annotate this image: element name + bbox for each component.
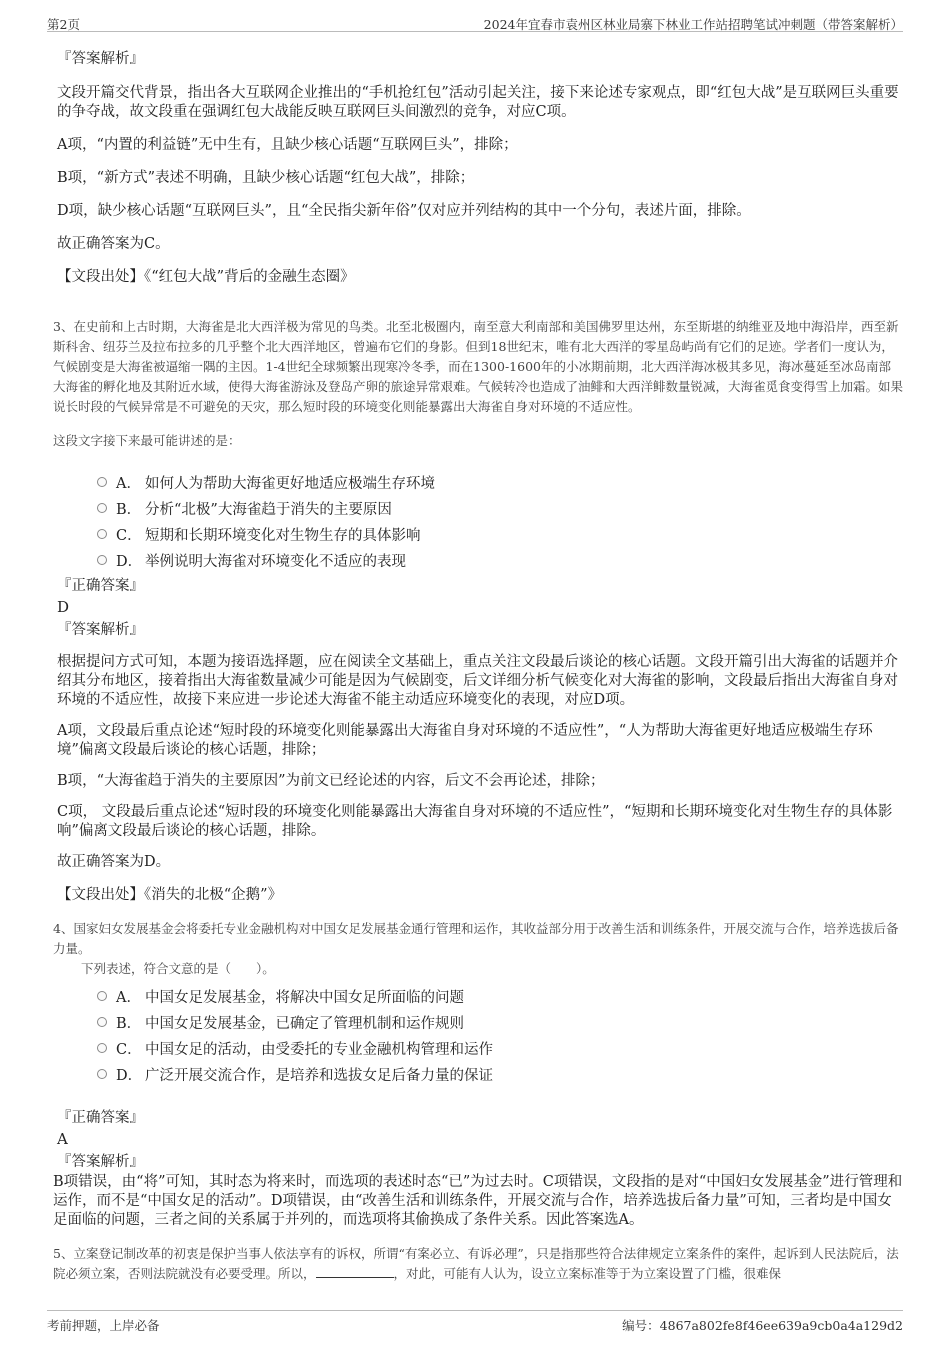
q3-analysis-p4: C项， 文段最后重点论述“短时段的环境变化则能暴露出大海雀自身对环境的不适应性”，“短期和长期环境变化对生物生存的具体影响”偏离文段最后谈论的核心话题，排除。 [57, 804, 893, 839]
option-text: 广泛开展交流合作，是培养和选拔女足后备力量的保证 [145, 1067, 493, 1084]
q2-analysis-label: 『答案解析』 [57, 51, 144, 67]
q4-option-b[interactable] [97, 1009, 903, 1035]
radio-icon[interactable] [97, 477, 107, 487]
option-letter: D． [116, 553, 143, 570]
q4-option-c[interactable] [97, 1035, 903, 1061]
q3-options [97, 469, 903, 573]
q3-text: 3、在史前和上古时期，大海雀是北大西洋极为常见的鸟类。北至北极圈内，南至意大利南部和美国佛罗里达州，东至斯堪的纳维亚及地中海沿岸，西至新斯科舍、纽芬兰及拉布拉多的几乎整个北大西洋地区，曾遍布它们的身影。但到18世纪末，唯有北大西洋的零星岛屿尚有它们的足迹。学者们一度认为，气候剧变是大海雀被逼缩一隅的主因。1-4世纪全球频繁出现寒冷冬季，而在1300-1600年的小冰期前期，北大西洋海冰极其多见，海冰蔓延至冰岛南部大海雀的孵化地及其附近水域，使得大海雀游泳及登岛产卵的旅途异常艰难。气候转冷也造成了油鲱和大西洋鲱数量锐减，大海雀觅食变得雪上加霜。如果说长时段的气候异常是不可避免的天灾，那么短时段的环境变化则能暴露出大海雀自身对环境的不适应性。 [53, 319, 904, 414]
radio-icon[interactable] [97, 1043, 107, 1053]
page-header [47, 12, 903, 32]
footer-serial: 编号：4867a802fe8f46ee639a9cb0a4a129d2 [622, 1318, 903, 1333]
option-letter: A． [116, 475, 141, 492]
q5-text-before: 5、立案登记制改革的初衷是保护当事人依法享有的诉权，所谓“有案必立、有诉必理”，只是指那些符合法律规定立案条件的案件，起诉到人民法院后，法院必须立案，否则法院就没有必要受理。所以， [53, 1246, 899, 1281]
radio-icon[interactable] [97, 555, 107, 565]
q2-analysis-p3: B项，“新方式”表述不明确，且缺少核心话题“红包大战”，排除； [57, 170, 475, 186]
q3-analysis-p2: A项，文段最后重点论述“短时段的环境变化则能暴露出大海雀自身对环境的不适应性”，“人为帮助大海雀更好地适应极端生存环境”偏离文段最后谈论的核心话题，排除； [57, 723, 873, 758]
q5-text-after: ，对此，可能有人认为，设立立案标准等于为立案设置了门槛，很难保 [393, 1266, 782, 1281]
page-footer [47, 1310, 903, 1332]
footer-slogan: 考前押题，上岸必备 [47, 1318, 160, 1333]
q3-option-b[interactable] [97, 495, 903, 521]
q3-prompt: 这段文字接下来最可能讲述的是： [53, 433, 241, 448]
q4-option-a[interactable] [97, 983, 903, 1009]
q4-analysis-p1: B项错误，由“将”可知，其时态为将来时，而选项的表述时态“已”为过去时。C项错误，文段指的是对“中国妇女发展基金”进行管理和运作，而不是“中国女足的活动”。D项错误，由“改善生活和训练条件，开展交流与合作，培养选拔后备力量”可知，三者均是中国女足面临的问题，三者之间的关系属于并列的，而选项将其偷换成了条件关系。因此答案选A。 [53, 1174, 903, 1228]
option-letter: D． [116, 1067, 143, 1084]
q2-analysis-p5: 故正确答案为C。 [57, 236, 170, 252]
q4-answer: A [57, 1130, 68, 1148]
option-text: 短期和长期环境变化对生物生存的具体影响 [145, 527, 421, 544]
radio-icon[interactable] [97, 503, 107, 513]
q3-answer: D [57, 598, 70, 616]
option-letter: A． [116, 989, 141, 1006]
q4-analysis-label: 『答案解析』 [57, 1154, 144, 1170]
q4-option-d[interactable] [97, 1061, 903, 1087]
q3-option-c[interactable] [97, 521, 903, 547]
option-text: 中国女足发展基金，将解决中国女足所面临的问题 [145, 989, 464, 1006]
q3-analysis-p1: 根据提问方式可知，本题为接语选择题，应在阅读全文基础上，重点关注文段最后谈论的核心话题。文段开篇引出大海雀的话题并介绍其分布地区，接着指出大海雀数量减少可能是因为气候剧变，后文详细分析气候变化对大海雀的影响，文段最后指出大海雀自身对环境的不适应性，故接下来应进一步论述大海雀不能主动适应环境变化的表现，对应D项。 [57, 654, 898, 708]
q3-option-a[interactable] [97, 469, 903, 495]
q3-source: 【文段出处】《消失的北极“企鹅”》 [57, 887, 283, 903]
radio-icon[interactable] [97, 1069, 107, 1079]
radio-icon[interactable] [97, 991, 107, 1001]
q4-text: 4、国家妇女发展基金会将委托专业金融机构对中国女足发展基金通行管理和运作，其收益部分用于改善生活和训练条件，开展交流与合作，培养选拔后备力量。 [53, 921, 899, 956]
document-title: 2024年宜春市袁州区林业局寨下林业工作站招聘笔试冲刺题（带答案解析） [483, 17, 903, 32]
q3-analysis-p5: 故正确答案为D。 [57, 854, 171, 870]
q3-analysis-p3: B项，“大海雀趋于消失的主要原因”为前文已经论述的内容，后文不会再论述，排除； [57, 773, 605, 789]
q3-option-d[interactable] [97, 547, 903, 573]
q3-answer-label: 『正确答案』 [57, 578, 144, 594]
q4-answer-label: 『正确答案』 [57, 1110, 144, 1126]
fill-blank [316, 1266, 394, 1278]
q2-analysis-p4: D项，缺少核心话题“互联网巨头”，且“全民指尖新年俗”仅对应并列结构的其中一个分句，表述片面，排除。 [57, 203, 751, 219]
radio-icon[interactable] [97, 529, 107, 539]
q2-source: 【文段出处】《“红包大战”背后的金融生态圈》 [57, 269, 355, 285]
option-text: 举例说明大海雀对环境变化不适应的表现 [145, 553, 406, 570]
main-content [53, 42, 904, 1284]
option-letter: C． [116, 527, 142, 544]
option-text: 如何人为帮助大海雀更好地适应极端生存环境 [145, 475, 435, 492]
option-letter: C． [116, 1041, 142, 1058]
option-text: 中国女足的活动，由受委托的专业金融机构管理和运作 [145, 1041, 493, 1058]
q3-analysis-label: 『答案解析』 [57, 622, 144, 638]
q4-options [97, 983, 903, 1087]
q2-analysis-p1: 文段开篇交代背景，指出各大互联网企业推出的“手机抢红包”活动引起关注，接下来论述专家观点，即“红包大战”是互联网巨头重要的争夺战，故文段重在强调红包大战能反映互联网巨头间激烈的竞争，对应C项。 [57, 85, 899, 120]
q4-prompt: 下列表述，符合文意的是（ ）。 [81, 961, 275, 976]
option-letter: B． [116, 1015, 142, 1032]
option-text: 中国女足发展基金，已确定了管理机制和运作规则 [145, 1015, 464, 1032]
option-text: 分析“北极”大海雀趋于消失的主要原因 [145, 501, 392, 518]
q5-text [53, 1244, 903, 1284]
page-number: 第2页 [47, 17, 80, 32]
option-letter: B． [116, 501, 142, 518]
q2-analysis-p2: A项，“内置的利益链”无中生有，且缺少核心话题“互联网巨头”，排除； [57, 137, 518, 153]
radio-icon[interactable] [97, 1017, 107, 1027]
